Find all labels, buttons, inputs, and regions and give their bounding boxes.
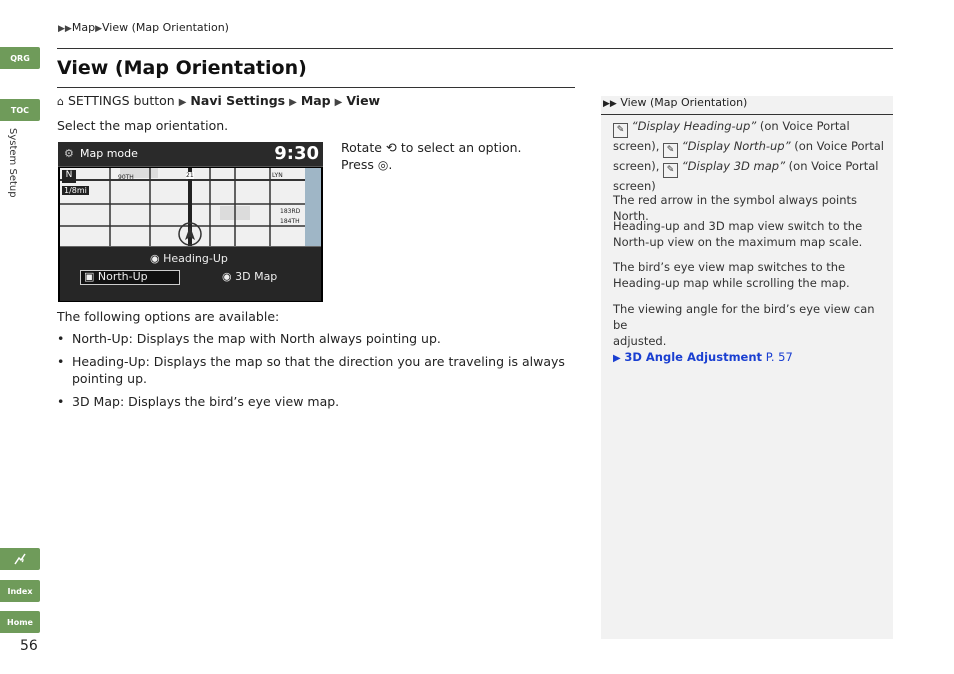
bullet-term: Heading-Up (72, 354, 146, 369)
top-divider (57, 48, 893, 49)
home-button-icon: ⌂ (57, 95, 64, 108)
map-view (60, 168, 321, 246)
path-prefix: SETTINGS button (67, 93, 175, 108)
section-label: System Setup (7, 128, 18, 198)
breadcrumb-arrow-icon: ▶▶ (58, 24, 72, 34)
gear-icon: ⚙ (64, 147, 74, 160)
option-3d-map[interactable]: ◉ 3D Map (222, 270, 278, 283)
screen-title: Map mode (80, 147, 138, 160)
toc-tab-label: TOC (10, 105, 30, 115)
path-arrow-icon: ▶ (289, 97, 297, 108)
path-arrow-icon: ▶ (178, 97, 187, 108)
title-divider (57, 87, 575, 88)
home-tab[interactable] (0, 611, 40, 633)
voice-command-icon: ✎ (613, 123, 628, 138)
notes-header-text: View (Map Orientation) (620, 96, 748, 109)
press-instruction (341, 157, 392, 172)
screen-clock: 9:30 (274, 143, 319, 164)
screen-header (58, 142, 323, 167)
voice-ctx: (on Voice Portal (790, 139, 884, 153)
voice-cmd: “Display 3D map” (681, 159, 786, 173)
voice-ctx: (on Voice Portal (756, 119, 850, 133)
bullet-3d-map (57, 394, 339, 409)
voice-command-icon: ✎ (663, 143, 678, 158)
breadcrumb-item-view: View (Map Orientation) (101, 21, 229, 34)
bullet-north-up (57, 331, 441, 346)
voice-ctx: screen) (613, 179, 656, 193)
intro-text: Select the map orientation. (57, 118, 229, 133)
note-viewing-angle (613, 301, 885, 367)
page-title: View (Map Orientation) (57, 57, 307, 79)
voice-ctx: screen), (613, 139, 660, 153)
map-streets-graphic (60, 168, 321, 246)
map-scale: 1/8mi (64, 186, 87, 195)
index-tab[interactable] (0, 580, 40, 602)
note-line: The viewing angle for the bird’s eye view can be (613, 302, 875, 332)
option-heading-up-label: Heading-Up (163, 252, 228, 265)
path-step-map: Map (300, 93, 331, 108)
map-mode-screenshot (58, 142, 323, 302)
voice-command-icon: ✎ (663, 163, 678, 178)
interface-dial-press-icon: ◎ (377, 158, 389, 172)
breadcrumb-arrow-icon: ▶ (95, 24, 102, 34)
toc-tab[interactable] (0, 99, 40, 121)
note-line: The bird’s eye view map switches to the (613, 260, 846, 274)
rotate-instruction (341, 140, 522, 156)
notes-header (601, 96, 893, 115)
bullet-desc: : Displays the map so that the direction you are traveling is always (145, 354, 565, 369)
notes-arrow-icon: ▶▶ (603, 99, 617, 109)
rotate-text: Rotate (341, 140, 382, 155)
bullet-term: 3D Map (72, 394, 120, 409)
option-north-up[interactable]: ▣ North-Up (84, 270, 148, 283)
path-arrow-icon: ▶ (334, 97, 343, 108)
breadcrumb-item-map[interactable]: Map (71, 21, 96, 34)
press-text-end: . (388, 157, 393, 172)
link-arrow-icon: ▶ (613, 353, 621, 364)
link-text: 3D Angle Adjustment (624, 350, 763, 364)
bullet-term: North-Up (72, 331, 129, 346)
street-label: 183RD (280, 208, 301, 215)
interface-dial-rotate-icon: ⟲ (385, 141, 397, 156)
voice-commands-note (613, 118, 885, 194)
bullet-desc: : Displays the map with North always pointing up. (128, 331, 441, 346)
voice-ctx: (on Voice Portal (785, 159, 879, 173)
bullet-heading-up-cont: pointing up. (72, 371, 148, 386)
qrg-tab[interactable] (0, 47, 40, 69)
voice-cmd: “Display Heading-up” (631, 119, 757, 133)
voice-command-tab[interactable] (0, 548, 40, 570)
option-heading-up[interactable]: ◉ Heading-Up (150, 252, 228, 265)
compass-icon: N (62, 170, 76, 183)
voice-cmd: “Display North-up” (681, 139, 791, 153)
option-north-up-label: North-Up (97, 270, 148, 283)
menu-path (57, 93, 380, 108)
press-text: Press (341, 157, 374, 172)
note-line: adjusted. (613, 334, 667, 348)
path-step-navi-settings: Navi Settings (190, 93, 286, 108)
street-label: 21 (186, 172, 194, 179)
note-line: Heading-up and 3D map view switch to the (613, 219, 863, 233)
options-intro: The following options are available: (57, 309, 280, 324)
bullet-icon: • (57, 354, 65, 369)
voice-ctx: screen), (613, 159, 660, 173)
breadcrumb (58, 21, 229, 34)
bullet-heading-up (57, 354, 565, 369)
street-label: 90TH (118, 174, 134, 181)
path-step-view: View (346, 93, 381, 108)
bullet-icon: • (57, 394, 65, 409)
note-line: North-up view on the maximum map scale. (613, 235, 863, 249)
note-line: Heading-up map while scrolling the map. (613, 276, 850, 290)
note-red-arrow: The red arrow in the symbol always points North. (613, 193, 858, 223)
home-tab-label: Home (7, 617, 33, 627)
voice-command-icon (13, 552, 27, 566)
bullet-desc: : Displays the bird’s eye view map. (119, 394, 340, 409)
link-page: P. 57 (765, 350, 793, 364)
qrg-tab-label: QRG (10, 53, 30, 63)
street-label: 184TH (280, 218, 300, 225)
link-3d-angle-adjustment[interactable] (613, 350, 793, 364)
note-birds-eye (613, 259, 885, 291)
rotate-text-2: to select an option. (400, 140, 522, 155)
page-number: 56 (20, 638, 38, 654)
street-label: LYN (272, 172, 283, 179)
note-switch-north-up (613, 218, 885, 250)
option-3d-map-label: 3D Map (235, 270, 278, 283)
index-tab-label: Index (7, 586, 33, 596)
bullet-icon: • (57, 331, 65, 346)
